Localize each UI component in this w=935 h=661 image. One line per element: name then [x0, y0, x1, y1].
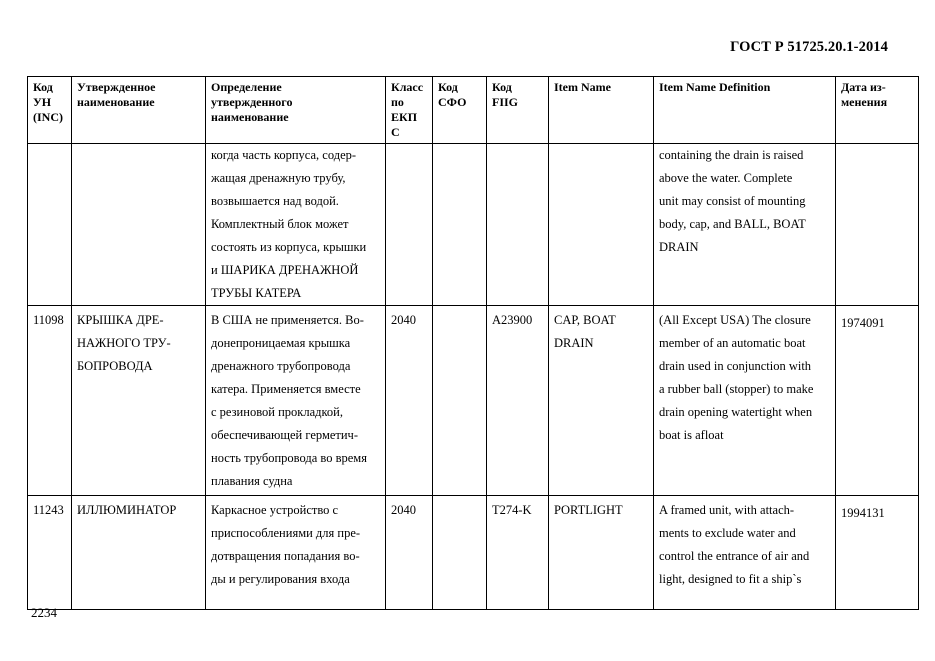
header-inc: Код УН (INC) — [28, 77, 72, 144]
table-header — [28, 77, 919, 144]
cell-approved-name: КРЫШКА ДРЕ- НАЖНОГО ТРУ- БОПРОВОДА — [72, 306, 206, 496]
cell-item-name: PORTLIGHT — [549, 496, 654, 610]
header-definition: Определение утвержденного наименование — [206, 77, 386, 144]
header-item-name: Item Name — [549, 77, 654, 144]
cell-definition: когда часть корпуса, содер- жащая дренажную трубу, возвышается над водой. Комплектный блок может состоять из корпуса, крышки и ШАРИКА ДРЕНАЖНОЙ ТРУБЫ КАТЕРА — [206, 144, 386, 306]
page-number: 2234 — [31, 605, 57, 620]
cell-fiig: T274-K — [487, 496, 549, 610]
cell-inc: 11243 — [28, 496, 72, 610]
cell-class — [386, 144, 433, 306]
cell-item-definition: containing the drain is raised above the water. Complete unit may consist of mounting body, cap, and BALL, BOAT DRAIN — [654, 144, 836, 306]
cell-change-date — [836, 144, 919, 306]
registry-table — [27, 76, 919, 610]
cell-fiig: A23900 — [487, 306, 549, 496]
cell-definition: Каркасное устройство с приспособлениями для пре- дотвращения попадания во- ды и регулирования входа — [206, 496, 386, 610]
cell-sfo — [433, 306, 487, 496]
cell-approved-name: ИЛЛЮМИНАТОР — [72, 496, 206, 610]
document-header: ГОСТ Р 51725.20.1-2014 — [730, 39, 888, 55]
cell-inc: 11098 — [28, 306, 72, 496]
cell-class: 2040 — [386, 306, 433, 496]
cell-class: 2040 — [386, 496, 433, 610]
table-row — [28, 144, 919, 306]
cell-definition: В США не применяется. Во- донепроницаемая крышка дренажного трубопровода катера. Применяется вместе с резиновой прокладкой, обеспечивающей герметич- ность трубопровода во время плавания судна — [206, 306, 386, 496]
table-row — [28, 306, 919, 496]
header-class: Класс по ЕКП С — [386, 77, 433, 144]
cell-item-name — [549, 144, 654, 306]
table-row — [28, 496, 919, 610]
cell-sfo — [433, 144, 487, 306]
cell-fiig — [487, 144, 549, 306]
header-change-date: Дата из- менения — [836, 77, 919, 144]
cell-item-definition: A framed unit, with attach- ments to exclude water and control the entrance of air and light, designed to fit a ship`s — [654, 496, 836, 610]
header-sfo: Код СФО — [433, 77, 487, 144]
cell-approved-name — [72, 144, 206, 306]
header-row — [28, 77, 919, 144]
cell-change-date: 1974091 — [836, 306, 919, 496]
header-fiig: Код FIIG — [487, 77, 549, 144]
header-item-name-definition: Item Name Definition — [654, 77, 836, 144]
cell-item-definition: (All Except USA) The closure member of an automatic boat drain used in conjunction with a rubber ball (stopper) to make drain opening watertight when boat is afloat — [654, 306, 836, 496]
cell-change-date: 1994131 — [836, 496, 919, 610]
header-approved-name: Утвержденное наименование — [72, 77, 206, 144]
cell-sfo — [433, 496, 487, 610]
cell-inc — [28, 144, 72, 306]
cell-item-name: CAP, BOAT DRAIN — [549, 306, 654, 496]
